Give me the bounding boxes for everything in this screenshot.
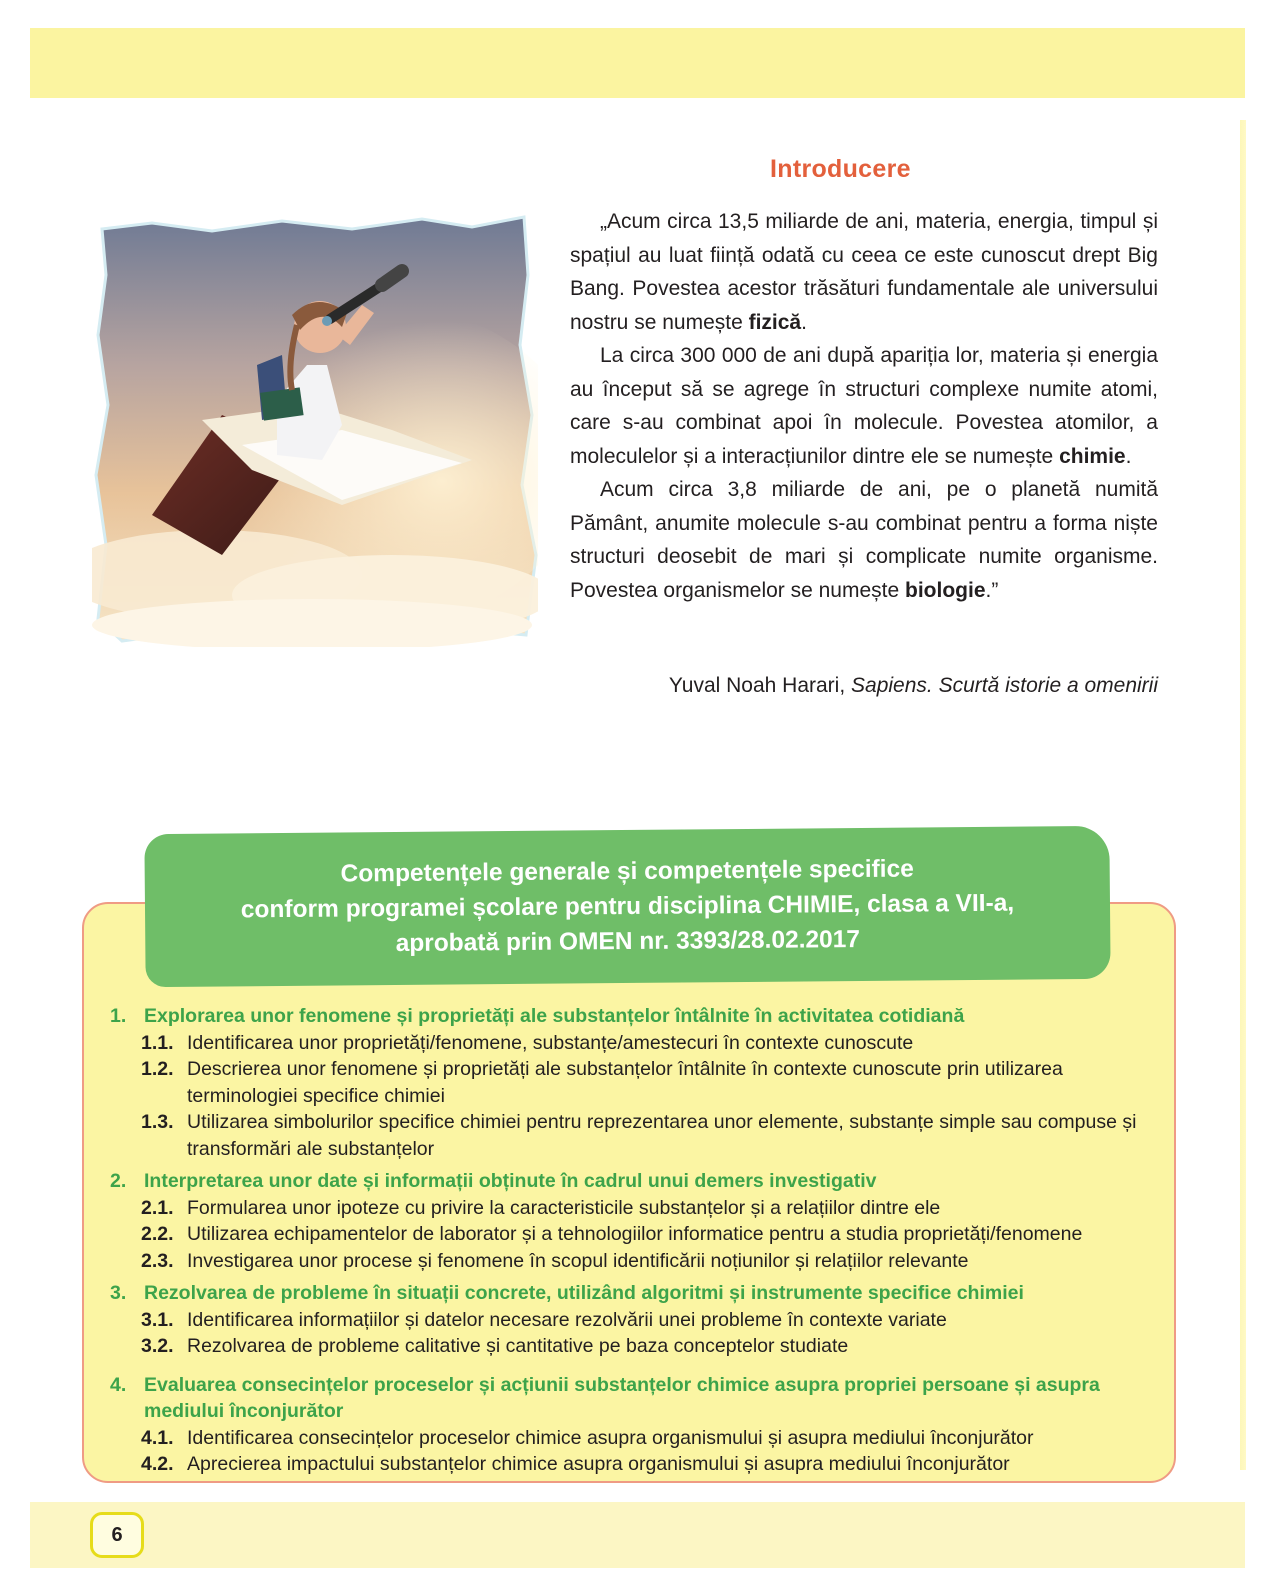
paragraph-text: „Acum circa 13,5 miliarde de ani, materia, energia, timpul și spațiul au luat ființă odată cu ceea ce este cunoscut drept Big Bang. Povestea acestor trăsături fundamentale ale universului nostru se numește xyxy=(570,210,1158,334)
general-competence xyxy=(110,1003,1160,1030)
general-competence xyxy=(110,1372,1160,1425)
competence-number: 4.2. xyxy=(141,1453,174,1475)
paragraph-end: .” xyxy=(985,578,999,602)
girl-on-flying-book-illustration xyxy=(92,215,538,647)
keyword-physics: fizică xyxy=(748,310,802,334)
competence-number: 1.1. xyxy=(141,1031,174,1054)
specific-competence xyxy=(110,1307,1160,1334)
competence-number: 2.2. xyxy=(141,1223,174,1245)
competence-text: Rezolvarea de probleme în situații concrete, utilizând algoritmi și instrumente specifice chimiei xyxy=(144,1282,1024,1304)
competence-text: Formularea unor ipoteze cu privire la caracteristicile substanțelor și a relațiilor dintre ele xyxy=(187,1196,941,1219)
specific-competence xyxy=(110,1056,1160,1109)
intro-paragraph xyxy=(570,205,1158,339)
page-number: 6 xyxy=(90,1512,144,1558)
competences-header-line: aprobată prin OMEN nr. 3393/28.02.2017 xyxy=(395,925,861,958)
competences-header-line: Competențele generale și competențele specifice xyxy=(340,855,914,888)
specific-competence xyxy=(110,1109,1160,1162)
competence-number: 2. xyxy=(110,1170,127,1192)
competence-text: Rezolvarea de probleme calitative și cantitative pe baza conceptelor studiate xyxy=(187,1335,849,1357)
competence-text: Descrierea unor fenomene și proprietăți ale substanțelor întâlnite în contexte cunoscute prin utilizarea terminologiei specifice chimiei xyxy=(187,1058,1063,1107)
quote-citation xyxy=(570,674,1158,698)
keyword-chemistry: chimie xyxy=(1059,444,1126,468)
competence-text: Utilizarea echipamentelor de laborator și a tehnologiilor informatice pentru a studia proprietăți/fenomene xyxy=(187,1223,1083,1245)
intro-title: Introducere xyxy=(770,155,911,183)
competences-header xyxy=(144,826,1110,987)
specific-competence xyxy=(110,1333,1160,1360)
competences-list xyxy=(110,1003,1160,1478)
competence-text: Identificarea informațiilor și datelor necesare rezolvării unei probleme în contexte variate xyxy=(187,1308,947,1331)
competence-number: 4.1. xyxy=(141,1426,174,1449)
competence-text: Identificarea unor proprietăți/fenomene, substanțe/amestecuri în contexte cunoscute xyxy=(187,1031,914,1054)
competence-number: 1.2. xyxy=(141,1058,174,1080)
competence-text: Identificarea consecințelor proceselor chimice asupra organismului și asupra mediului înconjurător xyxy=(187,1426,1034,1449)
citation-book-title: Sapiens. Scurtă istorie a omenirii xyxy=(851,674,1158,697)
competence-text: Interpretarea unor date și informații obținute în cadrul unui demers investigativ xyxy=(144,1170,877,1192)
competence-text: Investigarea unor procese și fenomene în scopul identificării noțiunilor și relațiilor relevante xyxy=(187,1249,969,1272)
competences-header-line: conform programei școlare pentru disciplina CHIMIE, clasa a VII-a, xyxy=(240,889,1015,924)
top-color-band xyxy=(30,28,1245,98)
competence-text: Aprecierea impactului substanțelor chimice asupra organismului și asupra mediului înconjurător xyxy=(187,1453,1010,1475)
paragraph-text: La circa 300 000 de ani după apariția lor, materia și energia au început să se agrege în structuri complexe numite atomi, care s-au combinat apoi în molecule. Povestea atomilor, a moleculelor și a interacțiunilor dintre ele se numește xyxy=(570,344,1158,468)
competence-number: 1.3. xyxy=(141,1111,174,1133)
specific-competence xyxy=(110,1221,1160,1248)
paragraph-text: Acum circa 3,8 miliarde de ani, pe o planetă numită Pământ, anumite molecule s-au combinat pentru a forma niște structuri deosebit de mari și complicate numite organisme. Povestea organismelor se numește xyxy=(570,478,1158,602)
competence-text: Evaluarea consecințelor proceselor și acțiunii substanțelor chimice asupra propriei persoane și asupra mediului înconjurător xyxy=(144,1373,1100,1422)
intro-paragraph xyxy=(570,473,1158,607)
competence-number: 3. xyxy=(110,1282,127,1304)
specific-competence xyxy=(110,1451,1160,1478)
right-margin-strip xyxy=(1240,120,1246,1470)
competence-number: 4. xyxy=(110,1373,127,1396)
general-competence xyxy=(110,1280,1160,1307)
bottom-color-band xyxy=(30,1502,1245,1568)
paragraph-end: . xyxy=(1125,444,1132,468)
competence-number: 2.1. xyxy=(141,1196,174,1219)
competence-text: Utilizarea simbolurilor specifice chimiei pentru reprezentarea unor elemente, substanțe simple sau compuse și transformări ale substanțelor xyxy=(187,1111,1137,1160)
intro-paragraph xyxy=(570,339,1158,473)
paragraph-end: . xyxy=(801,310,807,334)
specific-competence xyxy=(110,1425,1160,1452)
competence-number: 1. xyxy=(110,1005,127,1027)
specific-competence xyxy=(110,1195,1160,1222)
competence-number: 3.2. xyxy=(141,1335,174,1357)
specific-competence xyxy=(110,1248,1160,1275)
keyword-biology: biologie xyxy=(905,578,986,602)
competence-number: 2.3. xyxy=(141,1249,174,1272)
intro-quote xyxy=(570,205,1158,607)
general-competence xyxy=(110,1168,1160,1195)
competence-text: Explorarea unor fenomene și proprietăți ale substanțelor întâlnite în activitatea cotidiană xyxy=(144,1005,965,1027)
competence-number: 3.1. xyxy=(141,1308,174,1331)
specific-competence xyxy=(110,1030,1160,1057)
citation-author: Yuval Noah Harari, xyxy=(668,674,852,697)
